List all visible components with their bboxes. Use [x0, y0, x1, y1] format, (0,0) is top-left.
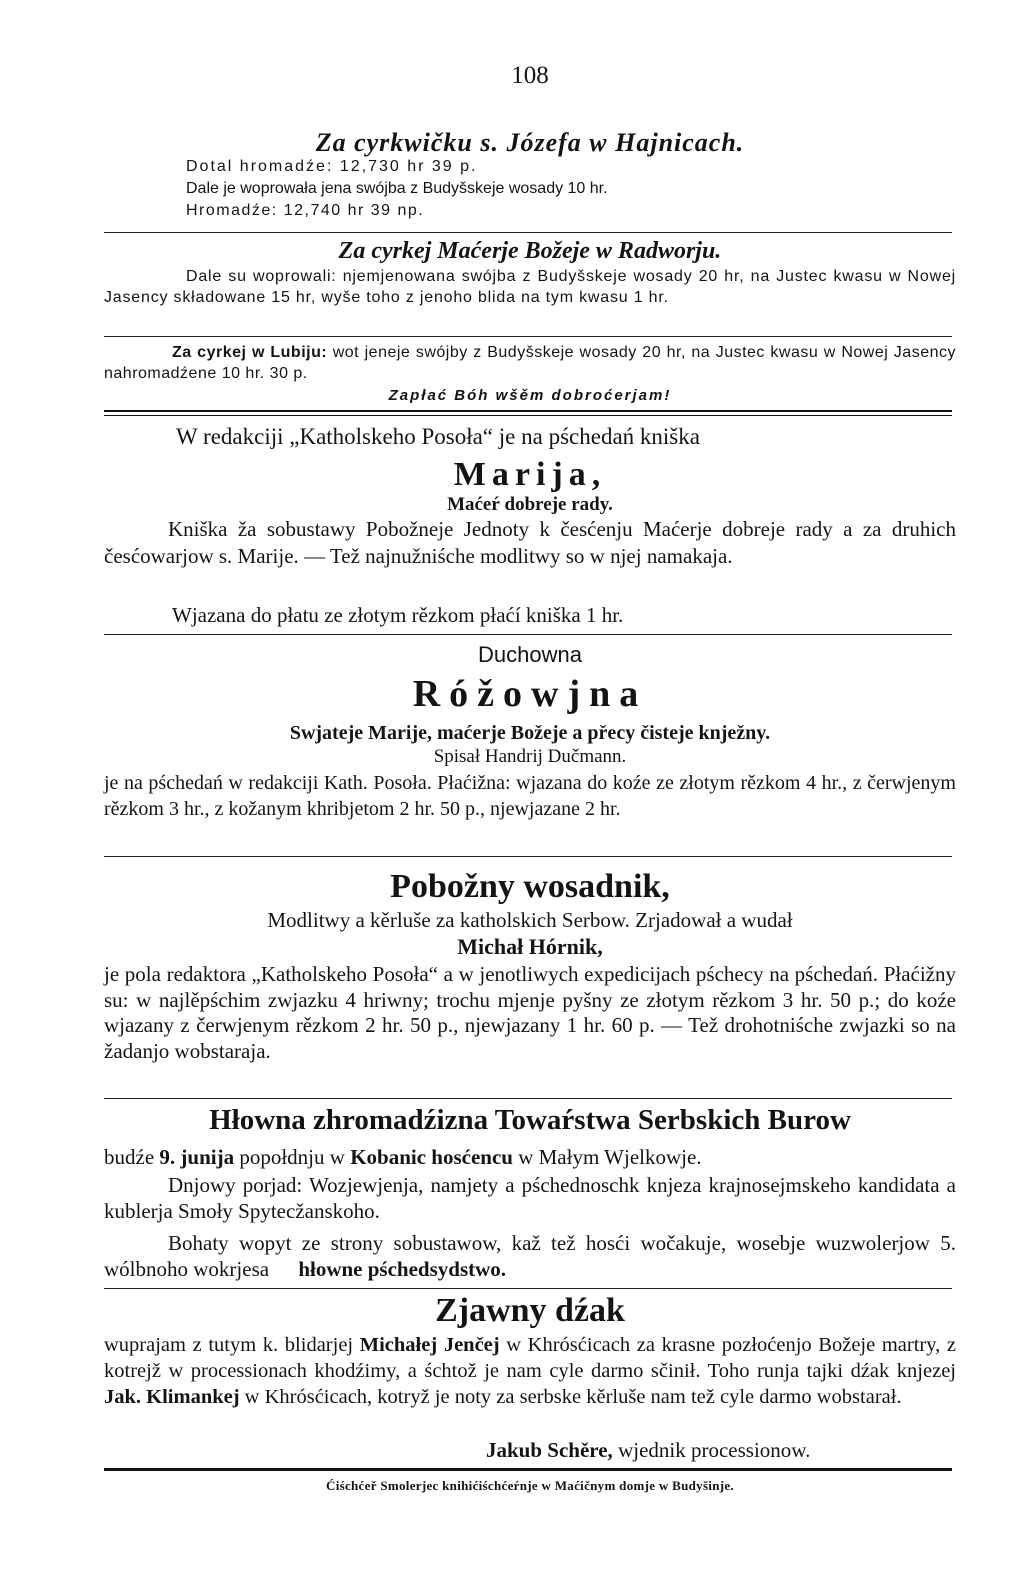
- rozowjna-text: je na pśchedań w redakciji Kath. Posoła. Płaćižna: wjazana do koźe ze złotym rězkom 4 hr., z čerwjenym rězkom 3 hr., z kožanym khribjetom 2 hr. 50 p., njewjazane 2 hr.: [104, 772, 956, 820]
- page-number: 108: [511, 62, 549, 89]
- wosadnik-title: Pobožny wosadnik,: [390, 868, 670, 905]
- section-lubij-lead: Za cyrkej w Lubiju:: [172, 344, 328, 361]
- zhromadzizna-p3-pre: Bohaty wopyt ze strony sobustawow, kaž tež hosći wočakuje, wosebje wuzwolerjow 5. wólbnoho wokrjesa: [104, 1231, 956, 1281]
- dzak-signature: [486, 1438, 952, 1463]
- rozowjna-pre: Duchowna: [478, 642, 582, 667]
- dzak-name-1: Michałej Jenčej: [359, 1334, 500, 1356]
- section-hajnicy-line-2: Dale je woprowała jena swójba z Budyšskeje wosady 10 hr.: [186, 180, 608, 197]
- dzak-text: [104, 1332, 956, 1410]
- zhromadzizna-place: Kobanic hosćencu: [350, 1145, 513, 1169]
- zhromadzizna-p1-pre: budźe: [104, 1145, 155, 1169]
- zhromadzizna-paragraph-3: [104, 1230, 956, 1282]
- section-hajnicy-line-3: Hromadźe: 12,740 hr 39 np.: [186, 202, 425, 219]
- marija-price: Wjazana do płatu ze złotym rězkom płaćí kniška 1 hr.: [172, 603, 624, 627]
- section-hajnicy-title: Za cyrkwičku s. Józefa w Hajnicach.: [315, 128, 745, 157]
- section-hajnicy-line-1: Dotal hromadźe: 12,730 hr 39 p.: [186, 158, 478, 175]
- dzak-name-2: Jak. Klimankej: [104, 1386, 240, 1408]
- divider: [104, 1098, 952, 1099]
- divider: [104, 1288, 952, 1289]
- divider: [104, 336, 952, 337]
- rozowjna-author: Spisał Handrij Dučmann.: [433, 746, 627, 767]
- zhromadzizna-p1-mid: popołdnju w: [239, 1145, 345, 1169]
- zhromadzizna-p1-end: w Małym Wjelkowje.: [518, 1145, 702, 1169]
- marija-title: Marija,: [453, 456, 607, 493]
- thick-divider: [104, 410, 952, 416]
- printer-footer: Ćiśchćeř Smolerjec knihićiśchćeŕnje w Maćičnym domje w Budyšinje.: [326, 1478, 734, 1493]
- wosadnik-line: Modlitwy a kěrluše za katholskich Serbow. Zrjadował a wudał: [267, 908, 793, 932]
- section-lubij-thanks: Zapłać Bóh wšěm dobroćerjam!: [388, 387, 672, 404]
- zhromadzizna-signature: hłowne pśchedsydstwo.: [298, 1257, 507, 1281]
- zhromadzizna-date: 9. junija: [159, 1145, 235, 1169]
- rozowjna-title: Róžowjna: [412, 673, 648, 715]
- wosadnik-text: je pola redaktora „Katholskeho Posoła“ a w jenotliwych expedicijach pśchecy na pśchedań. Płaćižny su: w najlěpśchim zwjazku 4 hriwny; trochu mjenje pyšny ze złotym rězkom 3 hr. 50 p.; do koźe wjazany z čerwjenym rězkom 2 hr. 50 p., njewjazany 1 hr. 60 p. — Tež drohotniśche zwjazki so na žadanjo wobstaraja.: [104, 962, 956, 1063]
- dzak-sign-role: wjednik processionow.: [618, 1438, 811, 1462]
- dzak-sign-name: Jakub Schěre,: [486, 1438, 613, 1462]
- zhromadzizna-title: Hłowna zhromadźizna Towaŕstwa Serbskich Burow: [209, 1104, 851, 1136]
- section-lubij-text: [104, 342, 956, 384]
- dzak-p1a: wuprajam z tutym k. blidarjej: [104, 1334, 354, 1356]
- marija-text: Kniška ža sobustawy Pobožneje Jednoty k česćenju Maćerje dobreje rady a za druhich česćowarjow s. Marije. — Tež najnužniśche modlitwy so w njej namakaja.: [104, 517, 956, 568]
- section-radwor-title: Za cyrkej Maćerje Božeje w Radworju.: [338, 238, 722, 264]
- marija-intro: W redakciji „Katholskeho Posoła“ je na pśchedań kniška: [176, 424, 700, 449]
- divider: [104, 856, 952, 857]
- rozowjna-subtitle: Swjateje Marije, maćerje Božeje a přecy čisteje knježny.: [289, 722, 771, 744]
- section-radwor-text: Dale su woprowali: njemjenowana swójba z Budyšskeje wosady 20 hr, na Justec kwasu w Nowej Jasency składowane 15 hr, wyše toho z jenoho blida na tym kwasu 1 hr.: [104, 268, 956, 306]
- section-lubij-body: wot jeneje swójby z Budyšskeje wosady 20 hr, na Justec kwasu w Nowej Jasency nahromadźene 10 hr. 30 p.: [104, 344, 957, 382]
- divider: [104, 232, 952, 233]
- zhromadzizna-paragraph-1: [104, 1144, 956, 1170]
- dzak-title: Zjawny dźak: [435, 1292, 625, 1329]
- dzak-p1c: w Khrósćicach za krasne pozłoćenjo Božeje martry, z kotrejž w processionach khodźimy, a śchtož je nam cyle darmo sčinił. Toho runja tajki dźak knjezej: [104, 1334, 957, 1382]
- footer-divider: [104, 1468, 952, 1471]
- zhromadzizna-paragraph-2: Dnjowy porjad: Wozjewjenja, namjety a pśchednoschk knjeza krajnosejmskeho kandidata a kublerja Smoły Spytecžanskoho.: [104, 1173, 956, 1223]
- dzak-p1e: w Khrósćicach, kotryž je noty za serbske kěrluše nam tež cyle darmo wobstarał.: [244, 1386, 902, 1408]
- marija-subtitle: Maćeŕ dobreje rady.: [447, 494, 613, 515]
- divider: [104, 634, 952, 635]
- wosadnik-author: Michał Hórnik,: [457, 934, 603, 959]
